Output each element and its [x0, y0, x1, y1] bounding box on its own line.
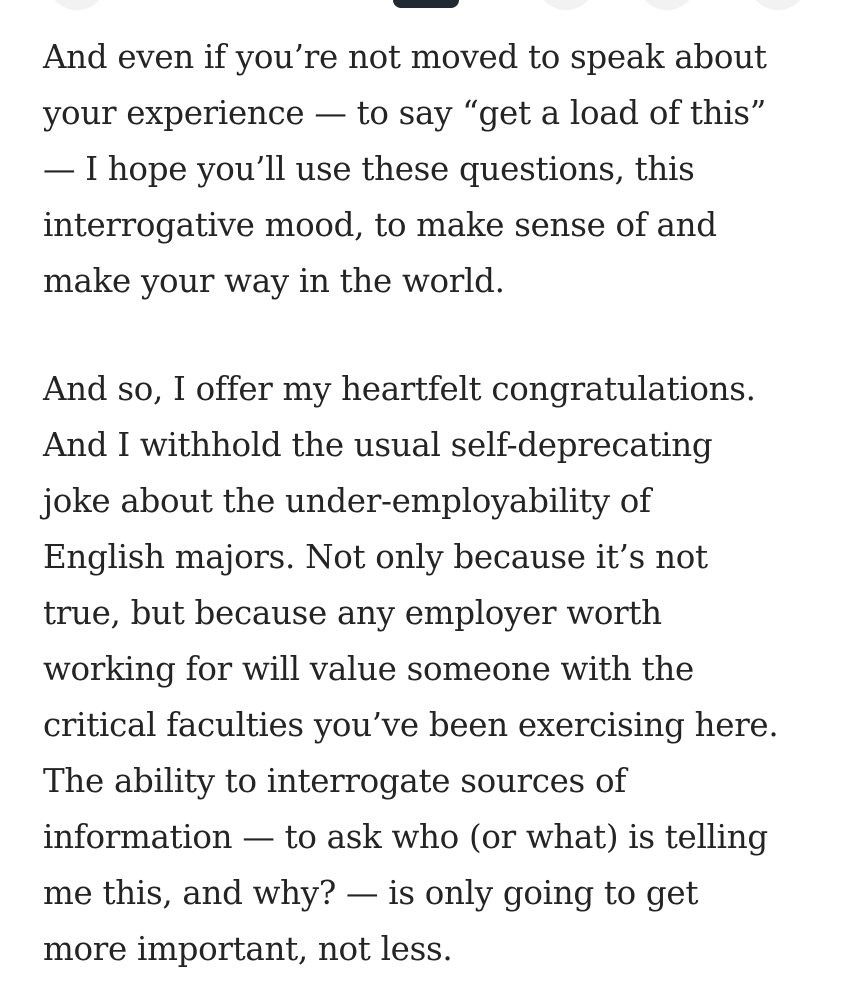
share-icon[interactable] — [536, 0, 596, 10]
profile-icon[interactable] — [47, 0, 107, 10]
text-line: — I hope you’ll use these questions, this — [43, 150, 695, 188]
text-line: And even if you’re not moved to speak about — [43, 38, 767, 76]
text-line: more important, not less. — [43, 930, 453, 968]
text-line: The ability to interrogate sources of — [43, 762, 626, 800]
article-body — [43, 29, 833, 977]
paragraph — [43, 29, 833, 309]
text-line: true, but because any employer worth — [43, 594, 662, 632]
text-line: me this, and why? — is only going to get — [43, 874, 699, 912]
bookmark-icon[interactable] — [637, 0, 697, 10]
text-line: make your way in the world. — [43, 262, 505, 300]
text-line: joke about the under-employability of — [43, 482, 651, 520]
text-line: And so, I offer my heartfelt congratulations. — [43, 370, 756, 408]
text-line: English majors. Not only because it’s not — [43, 538, 708, 576]
text-line: working for will value someone with the — [43, 650, 694, 688]
text-line: And I withhold the usual self-deprecating — [43, 426, 713, 464]
more-icon[interactable] — [748, 0, 808, 10]
text-line: your experience — to say “get a load of this” — [43, 94, 767, 132]
paragraph — [43, 361, 833, 977]
top-action-bar — [0, 0, 851, 14]
thumbnail-image[interactable] — [393, 0, 459, 8]
text-line: information — to ask who (or what) is telling — [43, 818, 768, 856]
text-line: critical faculties you’ve been exercising here. — [43, 706, 779, 744]
text-line: interrogative mood, to make sense of and — [43, 206, 717, 244]
